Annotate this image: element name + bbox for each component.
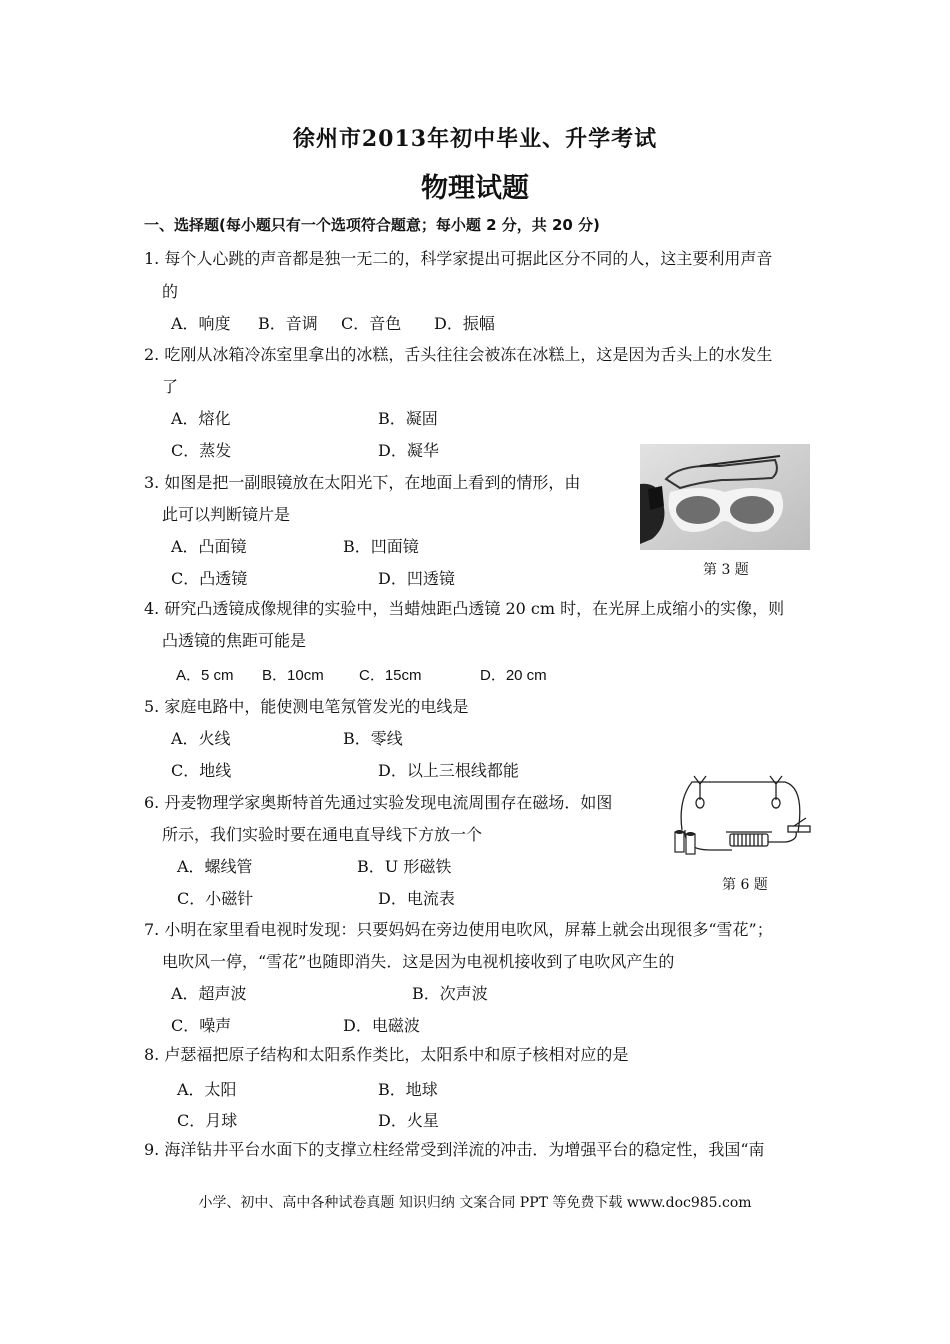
question-6-option-b: B．U 形磁铁 bbox=[357, 857, 452, 876]
question-6-option-c: C．小磁针 bbox=[177, 889, 254, 908]
exam-subtitle: 物理试题 bbox=[421, 173, 529, 204]
question-8-option-a: A．太阳 bbox=[177, 1080, 237, 1099]
figure-6-caption: 第 6 题 bbox=[722, 877, 768, 893]
question-4-option-d: D．20 cm bbox=[480, 667, 547, 684]
question-8-option-c: C．月球 bbox=[177, 1111, 238, 1130]
question-6-line-2: 所示，我们实验时要在通电直导线下方放一个 bbox=[162, 825, 483, 844]
question-4-option-b: B．10cm bbox=[262, 667, 324, 684]
question-5-option-c: C．地线 bbox=[171, 761, 232, 780]
question-4-option-a: A．5 cm bbox=[176, 667, 234, 684]
question-1-line-2: 的 bbox=[162, 282, 179, 301]
question-5-option-d: D．以上三根线都能 bbox=[378, 761, 519, 780]
question-2-option-c: C．蒸发 bbox=[171, 441, 232, 460]
question-6-option-a: A．螺线管 bbox=[177, 857, 253, 876]
question-4-option-c: C．15cm bbox=[359, 667, 422, 684]
question-5-line-1: 5. 家庭电路中，能使测电笔氖管发光的电线是 bbox=[144, 697, 469, 716]
question-2-option-a: A．熔化 bbox=[171, 409, 231, 428]
question-2-line-1: 2. 吃刚从冰箱冷冻室里拿出的冰糕，舌头往往会被冻在冰糕上，这是因为舌头上的水发生 bbox=[144, 345, 773, 364]
question-1-option-a: A．响度 bbox=[171, 314, 231, 333]
question-7-option-d: D．电磁波 bbox=[343, 1016, 420, 1035]
question-3-option-c: C．凸透镜 bbox=[171, 569, 248, 588]
oersted-circuit-figure bbox=[670, 770, 818, 866]
question-7-line-1: 7. 小明在家里看电视时发现：只要妈妈在旁边使用电吹风，屏幕上就会出现很多“雪花”； bbox=[144, 920, 773, 939]
question-2-option-d: D．凝华 bbox=[378, 441, 439, 460]
question-9-line-1: 9. 海洋钻井平台水面下的支撑立柱经常受到洋流的冲击．为增强平台的稳定性，我国“南 bbox=[144, 1140, 765, 1159]
question-5-option-a: A．火线 bbox=[171, 729, 231, 748]
question-1-option-c: C．音色 bbox=[341, 314, 402, 333]
question-4-line-1: 4. 研究凸透镜成像规律的实验中，当蜡烛距凸透镜 20 cm 时，在光屏上成缩小的实像，则 bbox=[144, 599, 785, 618]
question-8-option-d: D．火星 bbox=[378, 1111, 439, 1130]
question-7-line-2: 电吹风一停，“雪花”也随即消失．这是因为电视机接收到了电吹风产生的 bbox=[162, 952, 675, 971]
question-1-option-d: D．振幅 bbox=[434, 314, 495, 333]
question-3-option-b: B．凹面镜 bbox=[343, 537, 419, 556]
section-heading: 一、选择题(每小题只有一个选项符合题意；每小题 2 分，共 20 分) bbox=[144, 216, 600, 234]
question-6-option-d: D．电流表 bbox=[378, 889, 455, 908]
question-8-line-1: 8. 卢瑟福把原子结构和太阳系作类比，太阳系中和原子核相对应的是 bbox=[144, 1045, 629, 1064]
question-7-option-c: C．噪声 bbox=[171, 1016, 232, 1035]
question-2-option-b: B．凝固 bbox=[378, 409, 438, 428]
page-footer: 小学、初中、高中各种试卷真题 知识归纳 文案合同 PPT 等免费下载 www.doc985.com bbox=[198, 1195, 752, 1211]
question-3-option-a: A．凸面镜 bbox=[171, 537, 247, 556]
figure-3-caption: 第 3 题 bbox=[703, 562, 749, 578]
question-1-option-b: B．音调 bbox=[258, 314, 318, 333]
question-7-option-b: B．次声波 bbox=[412, 984, 488, 1003]
question-6-line-1: 6. 丹麦物理学家奥斯特首先通过实验发现电流周围存在磁场．如图 bbox=[144, 793, 613, 812]
question-1-line-1: 1. 每个人心跳的声音都是独一无二的，科学家提出可据此区分不同的人，这主要利用声音 bbox=[144, 249, 773, 268]
question-3-line-1: 3. 如图是把一副眼镜放在太阳光下，在地面上看到的情形，由 bbox=[144, 473, 581, 492]
glasses-shadow-figure bbox=[640, 444, 810, 550]
question-4-line-2: 凸透镜的焦距可能是 bbox=[162, 631, 307, 650]
question-3-line-2: 此可以判断镜片是 bbox=[162, 505, 291, 524]
question-2-line-2: 了 bbox=[162, 377, 179, 396]
question-5-option-b: B．零线 bbox=[343, 729, 403, 748]
question-7-option-a: A．超声波 bbox=[171, 984, 247, 1003]
question-8-option-b: B．地球 bbox=[378, 1080, 438, 1099]
question-3-option-d: D．凹透镜 bbox=[378, 569, 455, 588]
exam-title: 徐州市2013年初中毕业、升学考试 bbox=[292, 126, 658, 152]
